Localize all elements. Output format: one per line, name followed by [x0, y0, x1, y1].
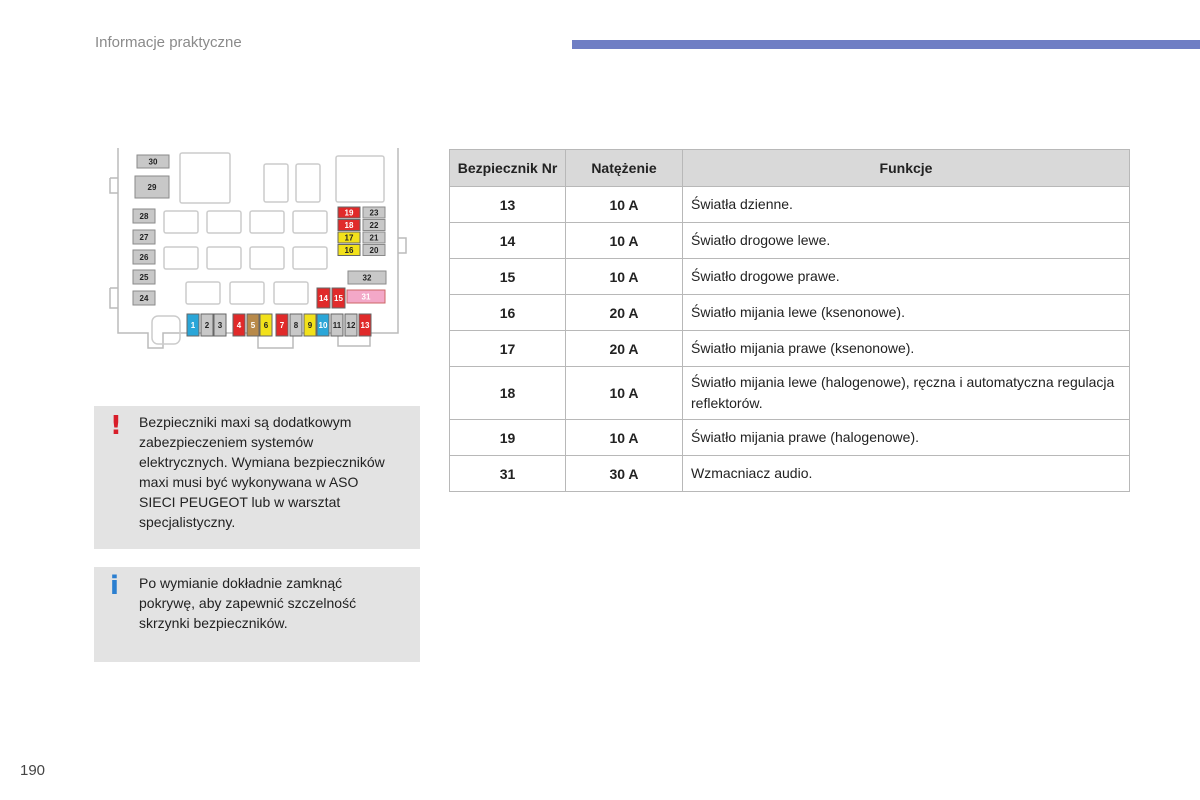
fuse-function: Wzmacniacz audio. [683, 456, 1130, 492]
fuse-label: 25 [139, 273, 149, 282]
fuse-amperage: 10 A [566, 259, 683, 295]
info-note-text: Po wymianie dokładnie zamknąć pokrywę, aby zapewnić szczelność skrzynki bezpieczników. [139, 575, 357, 631]
fuse-number: 31 [450, 456, 566, 492]
fuse-label: 27 [139, 233, 149, 242]
info-icon: i [110, 571, 119, 601]
fuse-label: 14 [319, 294, 328, 303]
fuse-label: 8 [293, 321, 299, 330]
fuse-label: 20 [369, 246, 379, 255]
fuse-number: 15 [450, 259, 566, 295]
fuse-number: 17 [450, 331, 566, 367]
fuse-label: 2 [204, 321, 210, 330]
fuse-function: Światło mijania prawe (ksenonowe). [683, 331, 1130, 367]
fuse-label: 12 [346, 321, 356, 330]
fuse-label: 32 [362, 273, 372, 283]
fuse-number: 18 [450, 367, 566, 420]
fuse-box-diagram [108, 148, 408, 358]
fuse-label: 26 [139, 253, 149, 262]
header-amperage: Natężenie [566, 150, 683, 187]
fuse-label: 4 [236, 321, 242, 330]
fuse-label: 16 [344, 246, 354, 255]
fuse-label: 6 [263, 321, 269, 330]
fuse-function: Światło mijania lewe (halogenowe), ręczna i automatyczna regulacja reflektorów. [683, 367, 1130, 420]
fuse-label: 21 [369, 233, 379, 243]
fuse-amperage: 10 A [566, 187, 683, 223]
fuse-label: 23 [369, 208, 379, 218]
fuse-amperage: 10 A [566, 420, 683, 456]
fuse-label: 1 [190, 321, 196, 330]
fuse-label: 19 [344, 208, 354, 218]
fuse-amperage: 10 A [566, 223, 683, 259]
fuse-label: 13 [360, 321, 370, 330]
table-row [450, 420, 1130, 456]
fuse-label: 7 [279, 321, 285, 330]
fuse-label: 31 [361, 292, 371, 302]
section-title: Informacje praktyczne [95, 34, 242, 51]
fuse-function: Światło mijania prawe (halogenowe). [683, 420, 1130, 456]
fuse-label: 24 [139, 294, 149, 303]
table-row [450, 331, 1130, 367]
fuse-label: 30 [148, 157, 158, 167]
warning-note-text: Bezpieczniki maxi są dodatkowym zabezpieczeniem systemów elektrycznych. Wymiana bezpieczników maxi musi być wykonywana w ASO SIECI PEUGEOT lub w warsztat specjalistyczny. [139, 414, 385, 530]
warning-note [94, 406, 420, 549]
fuse-number: 13 [450, 187, 566, 223]
fuse-label: 15 [334, 294, 343, 303]
fuse-table-header [450, 150, 1130, 187]
fuse-number: 19 [450, 420, 566, 456]
fuse-amperage: 30 A [566, 456, 683, 492]
fuse-number: 16 [450, 295, 566, 331]
info-note [94, 567, 420, 662]
fuse-label: 5 [250, 321, 256, 330]
fuse-label: 22 [369, 221, 379, 230]
fuse-function: Światło drogowe prawe. [683, 259, 1130, 295]
fuse-function: Światło mijania lewe (ksenonowe). [683, 295, 1130, 331]
header-accent-bar [572, 40, 1200, 49]
table-row [450, 295, 1130, 331]
fuse-label: 10 [318, 321, 328, 330]
fuse-function: Światła dzienne. [683, 187, 1130, 223]
table-row [450, 223, 1130, 259]
fuse-label: 9 [307, 321, 313, 330]
fuse-label: 11 [332, 321, 342, 330]
fuse-number: 14 [450, 223, 566, 259]
fuse-label: 3 [217, 321, 223, 330]
fuse-table [449, 149, 1130, 492]
fuse-label: 29 [147, 183, 157, 192]
fuse-label: 18 [344, 221, 354, 230]
table-row [450, 456, 1130, 492]
fuse-amperage: 10 A [566, 367, 683, 420]
fuse-label: 28 [139, 212, 149, 221]
table-row [450, 259, 1130, 295]
header-fuse-number: Bezpiecznik Nr [450, 150, 566, 187]
table-row [450, 187, 1130, 223]
table-row [450, 367, 1130, 420]
fuse-amperage: 20 A [566, 295, 683, 331]
fuse-label: 17 [344, 233, 354, 243]
header-functions: Funkcje [683, 150, 1130, 187]
exclamation-icon: ! [110, 411, 122, 441]
page-number: 190 [20, 762, 46, 779]
fuse-amperage: 20 A [566, 331, 683, 367]
fuse-function: Światło drogowe lewe. [683, 223, 1130, 259]
